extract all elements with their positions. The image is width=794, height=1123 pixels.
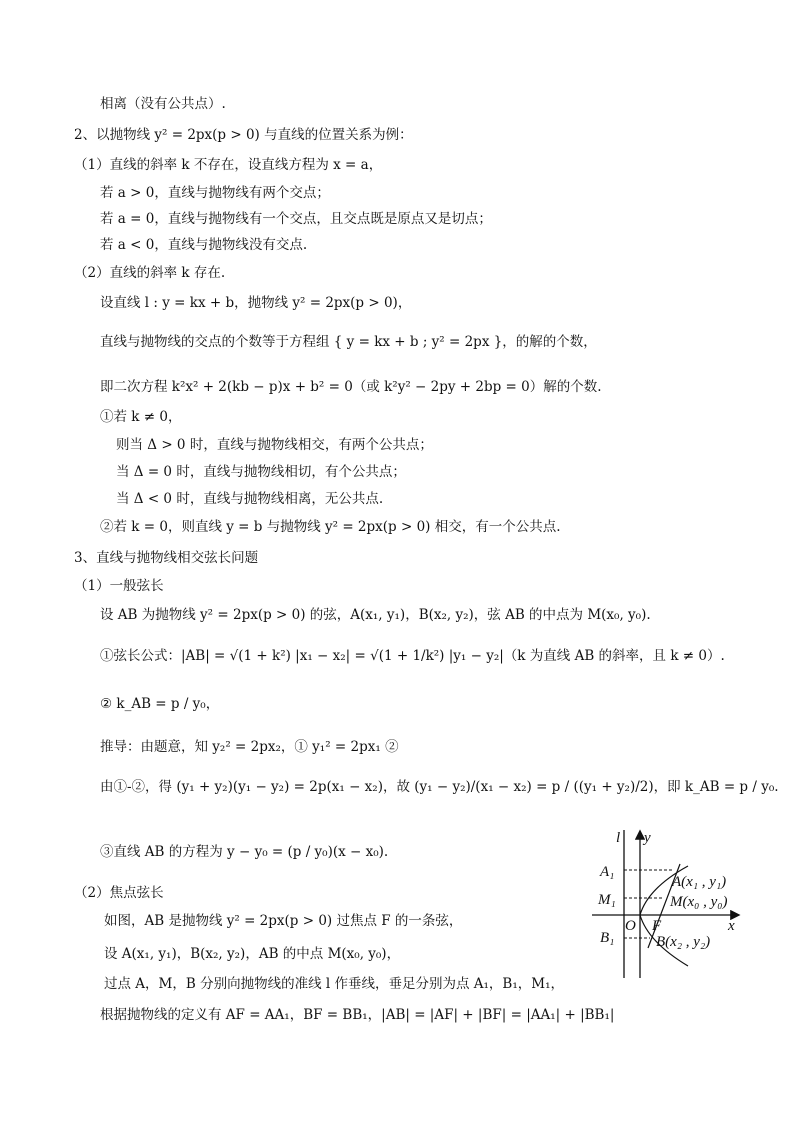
text-line: ①若 k ≠ 0， bbox=[100, 409, 182, 425]
subsection-heading: （2）直线的斜率 k 存在. bbox=[74, 265, 226, 281]
text-line: ② k_AB = p / y₀， bbox=[100, 696, 220, 712]
label-b-point: B(x₂ , y₂) bbox=[656, 934, 711, 950]
text-line: 设 A(x₁, y₁)，B(x₂, y₂)，AB 的中点 M(x₀, y₀)， bbox=[104, 946, 401, 962]
subsection-heading: （2）焦点弦长 bbox=[74, 885, 164, 901]
text-line: ③直线 AB 的方程为 y − y₀ = (p / y₀)(x − x₀). bbox=[100, 844, 389, 860]
text-line: 设直线 l : y = kx + b，抛物线 y² = 2px(p > 0)， bbox=[100, 295, 412, 311]
label-x: x bbox=[728, 918, 735, 934]
text-line: 直线与抛物线的交点的个数等于方程组 { y = kx + b ; y² = 2px }，的解的个数， bbox=[100, 334, 597, 350]
label-l: l bbox=[616, 830, 621, 846]
section-heading: 2、以抛物线 y² = 2px(p > 0) 与直线的位置关系为例： bbox=[74, 127, 413, 143]
subsection-heading: （1）一般弦长 bbox=[74, 578, 164, 594]
text-line: 当 Δ < 0 时，直线与抛物线相离，无公共点. bbox=[116, 491, 384, 507]
text-line: ②若 k = 0，则直线 y = b 与抛物线 y² = 2px(p > 0) 相交，有一个公共点. bbox=[100, 519, 561, 535]
text-line: 设 AB 为抛物线 y² = 2px(p > 0) 的弦，A(x₁, y₁)，B(x₂, y₂)，弦 AB 的中点为 M(x₀, y₀). bbox=[100, 607, 651, 623]
label-b1: B₁ bbox=[600, 930, 615, 946]
subsection-heading: （1）直线的斜率 k 不存在，设直线方程为 x = a， bbox=[74, 157, 383, 173]
label-m-point: M(x₀ , y₀) bbox=[670, 894, 728, 910]
text-line: 若 a = 0，直线与抛物线有一个交点，且交点既是原点又是切点； bbox=[100, 211, 492, 227]
text-line: 如图，AB 是抛物线 y² = 2px(p > 0) 过焦点 F 的一条弦， bbox=[104, 913, 463, 929]
parabola-focal-chord-figure bbox=[588, 826, 748, 986]
text-line: 根据抛物线的定义有 AF = AA₁，BF = BB₁，|AB| = |AF| + |BF| = |AA₁| + |BB₁| bbox=[100, 1007, 615, 1023]
label-f: F bbox=[652, 918, 662, 934]
label-m1: M₁ bbox=[598, 892, 616, 908]
text-line: 若 a > 0，直线与抛物线有两个交点； bbox=[100, 185, 330, 201]
text-line: 相离（没有公共点）. bbox=[100, 96, 226, 112]
text-line: 由①-②，得 (y₁ + y₂)(y₁ − y₂) = 2p(x₁ − x₂)，故 (y₁ − y₂)/(x₁ − x₂) = p / ((y₁ + y₂)/2)，即 k_AB = p / y₀. bbox=[100, 779, 779, 795]
label-y: y bbox=[644, 830, 651, 846]
text-line: 当 Δ = 0 时，直线与抛物线相切，有个公共点； bbox=[116, 464, 406, 480]
section-heading: 3、直线与抛物线相交弦长问题 bbox=[74, 550, 259, 566]
label-a1: A₁ bbox=[600, 864, 615, 880]
text-line: 则当 Δ > 0 时，直线与抛物线相交，有两个公共点； bbox=[116, 437, 433, 453]
text-line: 过点 A，M，B 分别向抛物线的准线 l 作垂线，垂足分别为点 A₁，B₁，M₁， bbox=[104, 976, 564, 992]
label-o: O bbox=[625, 918, 636, 934]
text-line: ①弦长公式：|AB| = √(1 + k²) |x₁ − x₂| = √(1 + 1/k²) |y₁ − y₂|（k 为直线 AB 的斜率，且 k ≠ 0）. bbox=[100, 648, 725, 664]
text-line: 推导：由题意，知 y₂² = 2px₂，① y₁² = 2px₁ ② bbox=[100, 739, 399, 755]
text-line: 即二次方程 k²x² + 2(kb − p)x + b² = 0（或 k²y² − 2py + 2bp = 0）解的个数. bbox=[100, 379, 602, 395]
text-line: 若 a < 0，直线与抛物线没有交点. bbox=[100, 237, 308, 253]
label-a-point: A(x₁ , y₁) bbox=[672, 874, 727, 890]
